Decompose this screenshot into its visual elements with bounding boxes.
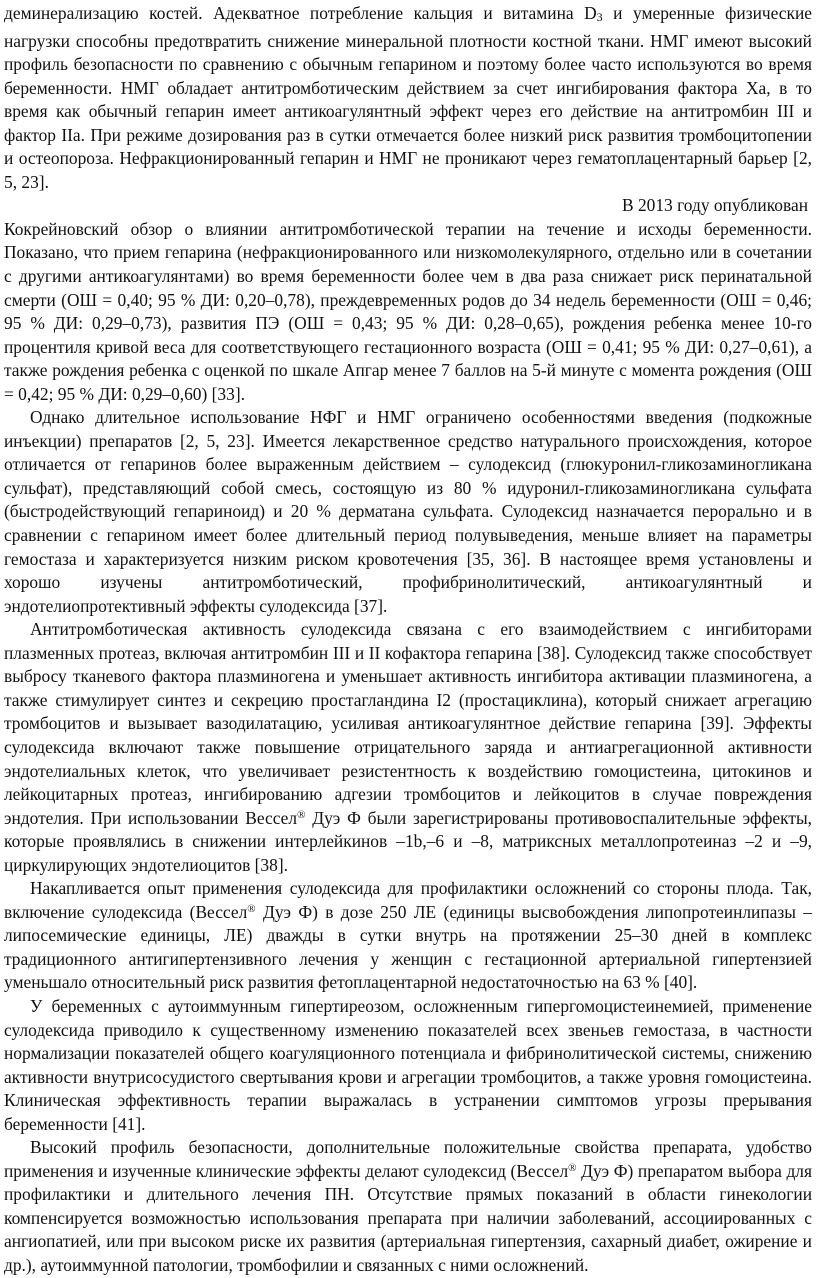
paragraph-3: Однако длительное использование НФГ и НМГ ограничено особенностями введения (подкожные инъекции) препаратов [2, 5, 23]. Имеется лекарственное средство натурального происхождения, которое отличается от гепаринов более выраженным действием – сулодексид (глюкуронил-гликозаминогликана сульфат), представляющий собой смесь, состоящую из 80 % идуронил-гликозаминогликана сульфата (быстродействующий гепариноид) и 20 % дерматана сульфата. Сулодексид назначается перорально и в сравнении с гепарином имеет более длительный период полувыведения, меньше влияет на параметры гемостаза и характеризуется низким риском кровотечения [35, 36]. В настоящее время установлены и хорошо изучены антитромботический, профибринолитический, антикоагулянтный и эндотелиопротективный эффекты сулодексида [37]. [4,407,812,616]
registered-mark: ® [297,808,306,821]
paragraph-5 [4,877,812,995]
paragraph-6: У беременных с аутоиммунным гипертиреозом, осложненным гипергомоцистеинемией, применение сулодексида приводило к существенному изменению показателей всех звеньев гемостаза, в частности нормализации показателей общего коагуляционного потенциала и фибринолитической системы, снижению активности внутрисосудистого свертывания крови и агрегации тромбоцитов, а также уровня гомоцистеина. Клиническая эффективность терапии выражалась в устранении симптомов угрозы прерывания беременности [41]. [4,995,812,1134]
paragraph-4-text-a: Антитромботическая активность сулодексида связана с его взаимодействием с ингибиторами плазменных протеаз, включая антитромбин III и II кофактора гепарина [38]. Сулодексид также способствует выбросу тканевого фактора плазминогена и уменьшает активность ингибитора активации плазминогена, а также стимулирует синтез и секрецию простагландина I2 (простациклина), который снижает агрегацию тромбоцитов и вызывает вазодилатацию, усиливая антикоагулянтное действие гепарина [39]. Эффекты сулодексида включают также повышение отрицательного заряда и антиагрегационной активности эндотелиальных клеток, что увеличивает резистентность к воздействию гомоцистеина, цитокинов и лейкоцитарных протеаз, ингибированию адгезии тромбоцитов и лейкоцитов в случае повреждения эндотелия. При использовании Вессел [4,619,812,828]
paragraph-4 [4,618,812,877]
paragraph-1-text-b: и умеренные физические нагрузки способны предотвратить снижение минеральной плотности костной ткани. НМГ имеют высокий профиль безопасности по сравнению с обычным гепарином и поэтому более часто используются во время беременности. НМГ обладает антитромботическим действием за счет ингибирования фактора Ха, в то время как обычный гепарин имеет антикоагулянтный эффект через его действие на антитромбин III и фактор IIa. При режиме дозирования раз в сутки отмечается более низкий риск развития тромбоцитопении и остеопороза. Нефракционированный гепарин и НМГ не проникают через гематоплацентарный барьер [2, 5, 23]. [4,3,812,192]
paragraph-1 [4,2,812,194]
subscript-3: 3 [596,10,603,24]
paragraph-1-text-a: деминерализацию костей. Адекватное потребление кальция и витамина D [4,3,597,23]
registered-mark: ® [568,1161,577,1174]
paragraph-4-text-b: Дуэ Ф были зарегистрированы противовоспалительные эффекты, которые проявлялись в снижении интерлейкинов –1b,–6 и –8, матриксных металлопротеиназ –2 и –9, циркулирующих эндотелиоцитов [38]. [4,807,812,875]
paragraph-7-text-a: Высокий профиль безопасности, дополнительные положительные свойства препарата, удобство применения и изученные клинические эффекты делают сулодексид (Вессел [4,1137,812,1181]
paragraph-2-heading: В 2013 году опубликован [622,195,808,216]
paragraph-2: Кокрейновский обзор о влиянии антитромботической терапии на течение и исходы беременности. Показано, что прием гепарина (нефракционированного или низкомолекулярного, отдельно или в сочетании с другими антикоагулянтами) во время беременности более чем в два раза снижает риск перинатальной смерти (ОШ = 0,40; 95 % ДИ: 0,20–0,78), преждевременных родов до 34 недель беременности (ОШ = 0,46; 95 % ДИ: 0,29–0,73), развития ПЭ (ОШ = 0,43; 95 % ДИ: 0,28–0,65), рождения ребенка менее 10-го процентиля кривой веса для соответствующего гестационного возраста (ОШ = 0,41; 95 % ДИ: 0,27–0,61), а также рождения ребенка с оценкой по шкале Апгар менее 7 баллов на 5-й минуте с момента рождения (ОШ = 0,42; 95 % ДИ: 0,29–0,60) [33]. [4,218,812,404]
paragraph-7-text-b: Дуэ Ф) препаратом выбора для профилактики и длительного лечения ПН. Отсутствие прямых показаний в области гинекологии компенсируется возможностью использования препарата при наличии заболеваний, ассоциированных с ангиопатией, или при высоком риске их развития (артериальная гипертензия, сахарный диабет, ожирение и др.), аутоиммунной патологии, тромбофилии и связанных с ними осложнений. [4,1160,812,1275]
registered-mark: ® [247,902,256,915]
paragraph-5-text-b: Дуэ Ф) в дозе 250 ЛЕ (единицы высвобождения липопротеинлипазы – липосемические единицы, ЛЕ) дважды в сутки внутрь на протяжении 25–30 дней в комплекс традиционного антигипертензивного лечения у женщин с гестационной артериальной гипертензией уменьшало относительный риск развития фетоплацентарной недостаточностью на 63 % [40]. [4,901,812,993]
paragraph-7 [4,1136,812,1277]
paragraph-5-text-a: Накапливается опыт применения сулодексида для профилактики осложнений со стороны плода. Так, включение сулодексида (Вессел [4,878,812,922]
